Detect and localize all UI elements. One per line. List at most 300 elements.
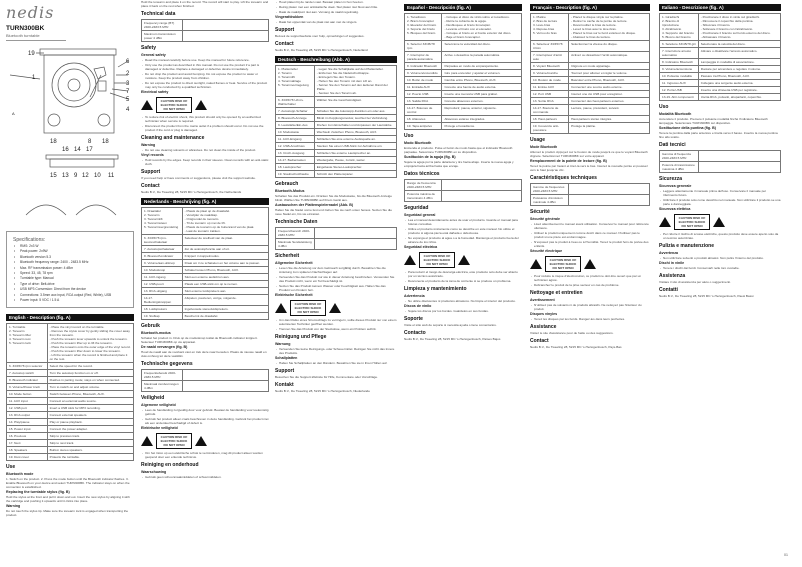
table-cell-part: 10. Botón de modo xyxy=(405,77,442,84)
section-heading: Sécurité xyxy=(530,209,550,215)
table-cell-part: 18. Luidsprekers xyxy=(142,306,183,313)
table-row xyxy=(276,66,397,97)
table-cell-part: Gamme de fréquences 2400-2483.5 MHz xyxy=(531,184,569,195)
electrical-warning xyxy=(141,97,269,113)
warning-triangle-icon xyxy=(530,259,542,269)
paragraph: Bezoek de supportwebsite voor hulp, opmerkingen of suggesties. xyxy=(275,34,365,38)
paragraph: Halten Sie die Nadel vorne fest und ziehen Sie sie nach unten heraus. Setzen Sie die neue Nadel ein, bis sie einrastet. xyxy=(275,208,392,216)
subsection-heading: Remplacement de la pointe de lecture (fig. B) xyxy=(530,159,607,163)
table-row xyxy=(660,80,781,87)
table-cell-part: 19. Tapa antipolvo xyxy=(405,123,442,130)
subsection-heading: Mode Bluetooth xyxy=(530,145,558,149)
table-cell-desc: Insérez une clé USB pour enregistrer. xyxy=(569,91,650,98)
table-row xyxy=(405,41,522,52)
table-cell-part: 11. Entrée AUX xyxy=(531,84,569,91)
description-table xyxy=(530,13,650,134)
paragraph: Nedis B.V., De Tweeling 28, 5215 MC 's-Hertogenbosch, Nederland xyxy=(275,48,368,52)
table-row xyxy=(7,447,134,454)
table-cell-part: 11. AUX-Eingang xyxy=(276,136,315,143)
subsection-heading: Warnung xyxy=(275,342,291,346)
electrical-warning xyxy=(659,214,781,230)
table-cell-part: Maximum transmission power 4 dBm xyxy=(142,31,183,42)
paragraph: Hold the stylus at the front and pull it down and out. Insert the new stylus by aligning it with the cartridge and pushing it upwards until it clicks into place. xyxy=(6,495,130,504)
label-8: 8 xyxy=(88,139,92,145)
table-cell-part: 14-17. Bedieningsknoppen xyxy=(142,295,183,306)
table-row xyxy=(531,84,650,91)
subsection-heading: Seguridad eléctrica xyxy=(404,245,438,249)
table-cell-desc xyxy=(182,31,268,42)
table-row xyxy=(276,115,397,122)
column-spanish xyxy=(404,0,522,342)
table-cell-desc: Connectez des haut-parleurs externes. xyxy=(569,98,650,105)
subsection-heading: Dischi in vinile xyxy=(659,261,685,265)
table-cell-desc: Altavoces estéreo integrados. xyxy=(442,116,522,123)
paragraph: Tenez la pointe par l'avant et tirez-la vers le bas. Insérez la nouvelle pointe et poussez vers le haut jusqu'au clic. xyxy=(530,164,648,172)
table-row xyxy=(7,398,134,405)
paragraph: Nedis B.V., De Tweeling 28, 5215 MC 's-Hertogenbosch, Paesi Bassi xyxy=(659,294,754,298)
table-cell-part: 18. Lautsprecher xyxy=(276,164,315,171)
paragraph: Sujete la aguja por la parte delantera y tire hacia abajo. Inserte la nueva aguja y empújela hacia arriba hasta que encaje. xyxy=(404,160,514,168)
table-row xyxy=(142,370,269,381)
table-cell-desc: Activez ou désactivez l'arrêt automatique. xyxy=(569,52,650,63)
table-cell-part: Potenza di trasmissione massima 4 dBm xyxy=(660,162,699,173)
table-row xyxy=(660,14,781,41)
section-heading: Datos técnicos xyxy=(404,171,440,177)
description-table xyxy=(141,207,269,320)
table-row xyxy=(276,239,397,250)
table-row xyxy=(531,91,650,98)
subsection-heading: Allgemeine Sicherheit xyxy=(275,261,313,265)
section-heading: Support xyxy=(275,368,295,374)
table-cell-part: 8. Indicador Bluetooth xyxy=(405,63,442,70)
paragraph: Nedis B.V., De Tweeling 28, 5215 MC 's-Hertogenbosch, Pays-Bas xyxy=(530,345,622,349)
subsection-heading: Bluetooth-modus xyxy=(141,331,171,335)
table-cell-part: 8. Voyant Bluetooth xyxy=(531,63,569,70)
table-cell-desc: Conecte altavoces externos. xyxy=(442,98,522,105)
table-cell-desc: Haut-parleurs stéréo intégrés. xyxy=(569,116,650,123)
table-row xyxy=(7,391,134,398)
table-cell-desc: Switch between Phono, Bluetooth, AUX. xyxy=(47,391,133,398)
bullet-item: - Raak het oppervlak van de plaat niet aan met de vingers. xyxy=(275,20,397,24)
table-cell-part: 18. Altavoces xyxy=(405,116,442,123)
table-row xyxy=(531,77,650,84)
subsection-heading: Waarschuwing xyxy=(141,470,167,474)
bullet-item: - Pour réduire le risque d'électrocution, ce produit ne doit être ouvert que par un technicien agréé. xyxy=(530,274,650,282)
section-header-bar: Italiano - Descrizione (fig. A) xyxy=(659,4,781,11)
table-cell-part: 8. Bluetooth indicator xyxy=(7,377,48,384)
table-cell-part: 7. Interrupteur d'arrêt auto xyxy=(531,52,569,63)
specifications-title: Specifications: xyxy=(13,237,46,243)
table-row xyxy=(7,405,134,412)
paragraph: Schakel het product in. Druk op de modusknop totdat de Bluetooth-indicator knippert. Selecteer TURN300BK op uw apparaat. xyxy=(141,336,258,344)
table-row xyxy=(660,94,781,101)
table-cell-desc: - Place the vinyl record on the turntable. - Remove the stylus cover by gently sliding the cover away from the tonearm. - Push the tonearm lever upwards to unlock the tonearm. - Push the tonearm lifter up to lift the tonearm. - Place the tonearm onto the outer edge of the vinyl record. - Push the tonearm lifter down to lower the tonearm. - Lift the tonearm when the record is finished and place it on the rest. xyxy=(47,324,133,363)
warning-triangle-icon xyxy=(275,303,287,313)
table-row xyxy=(276,164,397,171)
subsection-heading: Austauschen der Plattenspielernadel (Abb. B) xyxy=(275,203,354,207)
paragraph: Accendere il prodotto. Premere il pulsante modalità finché l'indicatore Bluetooth lampeggia. Selezionare TURN300BK sul dispositivo. xyxy=(659,117,768,125)
label-13: 13 xyxy=(62,173,69,179)
table-row xyxy=(405,77,522,84)
table-cell-desc: Connect an external audio source. xyxy=(47,398,133,405)
table-cell-part: 9. Volume/accensione xyxy=(660,66,699,73)
paragraph: Visitez le site d'assistance pour de l'aide ou des suggestions. xyxy=(530,331,614,335)
subsection-heading: Modo Bluetooth xyxy=(404,141,432,145)
bullet-item: - Utilisez le produit uniquement comme décrit dans ce manuel. N'utilisez pas le produit si une pièce est endommagée. xyxy=(530,231,650,239)
table-cell-desc: Active o desactive la parada automática. xyxy=(442,52,522,63)
table-cell-part: 7. Autostopp-Schalter xyxy=(276,108,315,115)
bullet-item: - To reduce risk of electric shock, this product should only be opened by an authorized technician when service is required. xyxy=(141,115,269,123)
table-cell-part: 19. Dust cover xyxy=(7,454,48,461)
table-cell-part: 7. Interruptor de parada automática xyxy=(405,52,442,63)
table-cell-desc: Sluit externe luidsprekers aan. xyxy=(182,288,268,295)
column-italian xyxy=(659,0,781,299)
table-cell-desc: Turn the autostop function on or off. xyxy=(47,370,133,377)
table-cell-desc: Gire para encender y ajustar el volumen. xyxy=(442,70,522,77)
nedis-logo: nedis xyxy=(6,3,55,22)
spec-item: • Type of drive: Belt-drive xyxy=(13,282,127,287)
table-cell-desc xyxy=(182,370,268,381)
bullet-item: - Lesen Sie die Anleitung vor dem Gebrauch sorgfältig durch. Bewahren Sie die Anleitung zum späteren Nachschlagen auf. xyxy=(275,266,397,274)
table-row xyxy=(405,191,522,202)
table-row xyxy=(405,116,522,123)
column-cover xyxy=(6,0,134,518)
bullet-item: - Reinig platen met een antistatische doek. Stel platen niet bloot aan hitte. xyxy=(275,5,397,9)
table-cell-desc: Wechseln zwischen Phono, Bluetooth, AUX. xyxy=(314,129,396,136)
table-row xyxy=(276,143,397,150)
table-cell-part: 8. Bluetooth-indicator xyxy=(142,253,183,260)
table-cell-desc: Plaats een USB-stick om op te nemen. xyxy=(182,281,268,288)
bullet-item: - Um das Risiko eines Stromschlags zu verringern, sollte dieses Produkt nur von einem autorisierten Techniker geöffnet werden. xyxy=(275,318,397,326)
label-11: 11 xyxy=(108,173,115,179)
table-cell-desc: Schakel tussen Phono, Bluetooth, AUX. xyxy=(182,267,268,274)
table-row xyxy=(405,123,522,130)
table-cell-desc: Schützt den Plattenspieler. xyxy=(314,171,396,178)
bullet-item: - Houd platen bij de randen vast. Bewaar platen in hun hoezen. xyxy=(275,0,397,4)
subsection-heading: Seguridad general xyxy=(404,213,436,217)
table-cell-desc: Connect the power adapter. xyxy=(47,426,133,433)
table-row xyxy=(405,63,522,70)
table-cell-part: 10. Bouton de mode xyxy=(531,77,569,84)
section-heading: Uso xyxy=(404,133,414,139)
table-cell-part: 1. Platine 2. Bras de lecture 3. Lève-bras 4. Repose-bras 5. Verrou du bras xyxy=(531,14,569,41)
table-cell-part: 11. Entrada AUX xyxy=(405,84,442,91)
bullet-item: - Utilice el producto únicamente como se describe en este manual. No utilice el producto si alguna pieza está dañada o defectuosa. xyxy=(404,227,522,235)
product-subtitle: Bluetooth turntable xyxy=(6,33,66,41)
bullet-item: - Verwenden Sie keine Reinigungs- oder Scheuermittel. Reinigen Sie nicht das Innere des Produkts. xyxy=(275,347,397,355)
table-cell-desc: Beschermt de draaitafel. xyxy=(182,313,268,320)
table-cell-desc xyxy=(442,191,522,202)
table-row xyxy=(531,184,650,195)
table-row xyxy=(7,412,134,419)
table-cell-desc: Connectez une source audio externe. xyxy=(569,84,650,91)
table-cell-part: 1. Giradischi 2. Braccio di riproduzione 3. Alzabraccio 4. Supporto del braccio 5. Blocco del braccio xyxy=(660,14,699,41)
section-heading: Cleaning and maintenance xyxy=(141,135,205,141)
table-cell-desc: Built-in stereo speakers. xyxy=(47,447,133,454)
table-cell-desc: Parpadea en modo de emparejamiento. xyxy=(442,63,522,70)
table-cell-desc xyxy=(698,162,780,173)
table-cell-desc: Protège la platine. xyxy=(569,123,650,134)
label-4: 4 xyxy=(126,107,130,113)
table-row xyxy=(660,59,781,66)
section-heading: Uso xyxy=(659,104,669,110)
table-cell-part: 16. Previous xyxy=(7,433,48,440)
table-row xyxy=(531,195,650,206)
table-cell-desc: Selecteer de snelheid van de plaat. xyxy=(182,235,268,246)
table-cell-part: 19. Staubschutzhaube xyxy=(276,171,315,178)
table-cell-part: 7. Autostopschakelaar xyxy=(142,246,183,253)
bullet-item: - Lisez attentivement le manuel avant utilisation. Conservez le manuel pour référence ultérieure. xyxy=(530,222,650,230)
bullet-item: - Desconecte el producto de la toma de corriente si se produce un problema. xyxy=(404,279,522,283)
table-cell-desc: Sluit een externe audiobron aan. xyxy=(182,274,268,281)
table-cell-part: 14-17. Boutons de commande xyxy=(531,105,569,116)
table-cell-part: 13. RCA-uitgang xyxy=(142,288,183,295)
table-row xyxy=(142,288,269,295)
table-cell-part: 11. AUX-ingang xyxy=(142,274,183,281)
table-row xyxy=(276,150,397,157)
bullet-item: - Per ridurre il rischio di scosse elettriche, questo prodotto deve essere aperto solo da un tecnico autorizzato. xyxy=(659,232,781,240)
table-cell-part: 17. Next xyxy=(7,440,48,447)
bullet-item: - Lea el manual detenidamente antes de usar el producto. Guarde el manual para futuras consultas. xyxy=(404,218,522,226)
table-cell-desc xyxy=(314,239,396,250)
paragraph: Do not touch the stylus tip. Make sure the tonearm lock is engaged when transporting the product. xyxy=(6,509,129,518)
section-heading: Gebruik xyxy=(141,323,160,329)
table-row xyxy=(7,426,134,433)
electrical-warning xyxy=(141,433,269,449)
table-cell-desc: Collegare una sorgente audio esterna. xyxy=(698,80,780,87)
table-row xyxy=(7,440,134,447)
spec-item: • Power input: 5 VDC / 1.5 A xyxy=(13,298,127,303)
section-heading: Contact xyxy=(141,183,160,189)
spec-item: • Peak power: 2x9W xyxy=(13,249,127,254)
section-heading: Reiniging en onderhoud xyxy=(141,462,199,468)
label-12: 12 xyxy=(82,173,89,179)
table-row xyxy=(142,260,269,267)
table-cell-part: 14-17. Bedientasten xyxy=(276,157,315,164)
caution-label: CAUTION RISK OF ELECTRIC SHOCK DO NOT OPEN xyxy=(674,214,710,230)
table-cell-desc: Skip to previous track. xyxy=(47,433,133,440)
spec-item: • Turntable type: Manual xyxy=(13,276,127,281)
table-cell-desc: - Legen Sie die Schallplatte auf den Plattenteller. - Entfernen Sie die Nadelschutzkappe. - Entriegeln Sie den Tonarm. - Heben Sie den Tonarm mit dem Lift an. - Setzen Sie den Tonarm auf den äußeren Rand der Platte. - Senken Sie den Tonarm ab. xyxy=(314,66,396,97)
table-row xyxy=(405,14,522,41)
table-cell-desc: Drehen zum Einschalten und Anpassen der Lautstärke. xyxy=(314,122,396,129)
table-cell-desc: Clignote en mode appairage. xyxy=(569,63,650,70)
table-cell-desc xyxy=(314,228,396,239)
table-cell-part: 1. Draaitafel 2. Toonarm 3. Toonarmlift 4. Toonarmsteun 5. Toonarmvergrendeling xyxy=(142,208,183,235)
table-row xyxy=(276,97,397,108)
table-cell-desc: Turn to switch on and adjust volume. xyxy=(47,384,133,391)
table-cell-desc: Schließen Sie eine externe Audioquelle an. xyxy=(314,136,396,143)
table-row xyxy=(276,108,397,115)
description-table xyxy=(659,13,781,101)
table-cell-desc: Lampeggia in modalità di associazione. xyxy=(698,59,780,66)
subsection-heading: Electrical safety xyxy=(141,90,169,94)
section-heading: Sicurezza xyxy=(659,176,683,182)
section-heading: Assistance xyxy=(530,324,557,330)
table-cell-desc: Ingebouwde stereoluidsprekers. xyxy=(182,306,268,313)
subsection-heading: Sécurité électrique xyxy=(530,249,563,253)
warning-triangle-icon xyxy=(141,436,153,446)
table-row xyxy=(7,433,134,440)
table-row xyxy=(660,87,781,94)
table-cell-part: 6. Selettore 33/45/78 giri xyxy=(660,41,699,48)
table-cell-desc: Passare tra Phono, Bluetooth, AUX. xyxy=(698,73,780,80)
table-cell-part: 6. Selector 33/45/78 rpm xyxy=(405,41,442,52)
warning-triangle-icon xyxy=(141,100,153,110)
caution-label: CAUTION RISK OF ELECTRIC SHOCK DO NOT OPEN xyxy=(419,252,455,268)
table-cell-part: 10. Modustaste xyxy=(276,129,315,136)
table-row xyxy=(7,454,134,461)
section-header-bar: Français - Description (fig. A) xyxy=(530,4,650,11)
label-3: 3 xyxy=(126,81,130,87)
table-cell-part: Gamma di frequenza 2400-2483.5 MHz xyxy=(660,151,699,162)
section-heading: Usage xyxy=(530,137,546,143)
subsection-heading: Warning xyxy=(6,504,21,509)
section-header-bar: English - Description (fig. A) xyxy=(6,314,134,321)
bullet-item: - Para reducir el riesgo de descarga eléctrica, este producto solo debe ser abierto por un técnico autorizado. xyxy=(404,270,522,278)
paragraph: Nedis B.V., De Tweeling 28, 5215 MC 's-Hertogenbosch, the Netherlands xyxy=(141,190,242,194)
subsection-heading: Sustitución de la aguja (fig. B) xyxy=(404,155,456,159)
table-cell-part: 19. Stofkap xyxy=(142,313,183,320)
subsection-heading: Elektrische Sicherheit xyxy=(275,293,313,297)
table-cell-part: 8. Indicatore Bluetooth xyxy=(660,59,699,66)
table-row xyxy=(531,70,650,77)
table-row xyxy=(276,136,397,143)
bullet-item: - Hold records by the edges. Keep records in their sleeves. Clean records with an anti-static cloth. xyxy=(141,158,269,166)
section-heading: Sicherheit xyxy=(275,253,300,259)
table-row xyxy=(142,267,269,274)
column-french xyxy=(530,0,650,350)
table-cell-part: 13. Sortie RCA xyxy=(531,98,569,105)
label-18b: 18 xyxy=(102,139,109,145)
section-heading: Contact xyxy=(530,338,549,344)
table-cell-desc: Tournez pour allumer et régler le volume. xyxy=(569,70,650,77)
table-cell-part: 18. Speakers xyxy=(7,447,48,454)
subsection-heading: Warning xyxy=(141,143,156,147)
description-table xyxy=(275,65,397,178)
electrical-warning xyxy=(530,256,650,272)
subsection-heading: Schallplatten xyxy=(275,356,298,360)
table-row xyxy=(142,281,269,288)
label-5: 5 xyxy=(126,97,130,103)
table-cell-part: 9. Lautstärke/Ein-Aus xyxy=(276,122,315,129)
description-table xyxy=(141,19,269,42)
label-18a: 18 xyxy=(50,139,57,145)
table-row xyxy=(142,246,269,253)
section-heading: Pulizia e manutenzione xyxy=(659,243,715,249)
table-cell-desc: Selezionare la velocità del disco. xyxy=(698,41,780,48)
section-heading: Contact xyxy=(275,41,294,47)
figure-label: A xyxy=(12,111,15,116)
section-heading: Support xyxy=(275,27,295,33)
table-cell-desc: Schalten Sie die Autostopp-Funktion ein oder aus. xyxy=(314,108,396,115)
table-row xyxy=(531,98,650,105)
bullet-item: - Gebruik geen schoonmaakmiddelen of schuurmiddelen. xyxy=(141,475,269,479)
table-cell-part: 12. Puerto USB xyxy=(405,91,442,98)
table-row xyxy=(405,105,522,116)
table-cell-part: 6. 33/45/78 rpm selector xyxy=(7,363,48,370)
table-cell-desc: Seleccione la velocidad del disco. xyxy=(442,41,522,52)
table-cell-part: 10. Pulsante modalità xyxy=(660,73,699,80)
paragraph: Schalten Sie das Produkt ein. Drücken Sie die Modustaste, bis die Bluetooth-Anzeige blinkt. Wählen Sie TURN300BK auf Ihrem Gerät aus. xyxy=(275,194,392,202)
table-cell-part: 9. Volume/Power knob xyxy=(7,384,48,391)
table-cell-part: 1. Turntable 2. Tonearm 3. Tonearm lifter 4. Tonearm rest 5. Tonearm lock xyxy=(7,324,48,363)
bullet-item: - Débranchez le produit de la prise secteur en cas de problème. xyxy=(530,283,650,287)
table-cell-part: Rango de frecuencia 2400-2483.5 MHz xyxy=(405,180,442,191)
table-row xyxy=(142,381,269,392)
table-cell-desc: Eingebaute Stereo-Lautsprecher. xyxy=(314,164,396,171)
table-cell-part: Maximaal zendvermogen 4 dBm xyxy=(142,381,183,392)
section-heading: Assistenza xyxy=(659,273,686,279)
table-cell-desc xyxy=(442,180,522,191)
bullet-item: - N'exposez pas le produit à l'eau ou à l'humidité. Tenez le produit hors de portée des enfants. xyxy=(530,240,650,248)
label-15: 15 xyxy=(50,173,57,179)
table-row xyxy=(276,157,397,164)
label-17: 17 xyxy=(86,147,93,153)
table-row xyxy=(7,384,134,391)
table-cell-desc: Reproducir, pausa, anterior, siguiente. xyxy=(442,105,522,116)
table-row xyxy=(276,129,397,136)
warning-triangle-icon xyxy=(659,217,671,227)
label-7: 7 xyxy=(126,89,130,95)
turntable-diagram xyxy=(6,45,134,225)
section-heading: Technische Daten xyxy=(275,219,318,225)
section-heading: Gebrauch xyxy=(275,181,299,187)
table-cell-part: 6. 33/45/78 rpm-keuzeschakelaar xyxy=(142,235,183,246)
bullet-item: - Trennen Sie das Produkt von der Steckdose, wenn ein Problem auftritt. xyxy=(275,327,397,331)
caution-label: CAUTION RISK OF ELECTRIC SHOCK DO NOT OPEN xyxy=(545,256,581,272)
bullet-item: - Disconnect the product from the mains outlet if a problem should occur. Do not use the product if the cord or plug is damaged. xyxy=(141,124,269,132)
table-row xyxy=(142,253,269,260)
bullet-item: - No utilice disolventes ni productos abrasivos. No limpie el interior del producto. xyxy=(404,299,522,303)
table-cell-desc: Lecture, pause, précédent, suivant. xyxy=(569,105,650,116)
table-cell-desc: Wählen Sie die Geschwindigkeit. xyxy=(314,97,396,108)
table-cell-part: 1. Plattenteller 2. Tonarm 3. Tonarmlift 4. Tonarmablage 5. Tonarmverriegelung xyxy=(276,66,315,97)
electrical-warning xyxy=(404,252,522,268)
label-6: 6 xyxy=(126,59,130,65)
warning-triangle-icon xyxy=(404,255,416,265)
subsection-heading: Sostituzione della puntina (fig. B) xyxy=(659,126,716,130)
label-14: 14 xyxy=(74,147,81,153)
paragraph: Nedis B.V., De Tweeling 28, 5215 MC 's-Hertogenbosch, Países Bajos xyxy=(404,337,501,341)
spec-item: • USB MP3 Conversion: Direct from the device xyxy=(13,287,127,292)
table-cell-part: 12. Porta USB xyxy=(660,87,699,94)
table-cell-part: Frequency range (BT) 2400-2483.5 MHz xyxy=(142,20,183,31)
paragraph: If you need help or have comments or suggestions, please visit the support website. xyxy=(141,176,256,180)
section-heading: Technical data xyxy=(141,11,176,17)
table-row xyxy=(7,377,134,384)
bullet-item: - Raak de naaldpunt niet aan. Vervang de naald regelmatig. xyxy=(275,10,397,14)
warning-triangle-icon xyxy=(458,255,470,265)
table-cell-desc: Stecken Sie einen USB-Stick zur Aufnahme ein. xyxy=(314,143,396,150)
table-row xyxy=(142,208,269,235)
table-cell-desc: Basculez entre Phono, Bluetooth, AUX. xyxy=(569,77,650,84)
bullet-item: - Setzen Sie das Produkt keinem Wasser oder Feuchtigkeit aus. Halten Sie das Produkt von Kindern fern. xyxy=(275,284,397,292)
table-cell-desc: Blinkt im Kopplungsmodus; leuchtet bei Verbindung. xyxy=(314,115,396,122)
table-row xyxy=(276,122,397,129)
table-cell-part: 15. Power input xyxy=(7,426,48,433)
table-cell-desc: Flashes in pairing mode; stays on when connected. xyxy=(47,377,133,384)
table-cell-part: 7. Interruttore arresto automatico xyxy=(660,48,699,59)
description-table xyxy=(404,179,522,202)
table-cell-part: 11. Ingresso AUX xyxy=(660,80,699,87)
spec-item: • RMS: 2x3 W xyxy=(13,244,127,249)
caution-label: CAUTION RISK OF ELECTRIC SHOCK DO NOT OPEN xyxy=(156,97,192,113)
table-row xyxy=(7,363,134,370)
description-table xyxy=(141,369,269,392)
section-heading: Technische gegevens xyxy=(141,361,193,367)
spec-item: • Bluetooth version 5.3 xyxy=(13,255,127,260)
